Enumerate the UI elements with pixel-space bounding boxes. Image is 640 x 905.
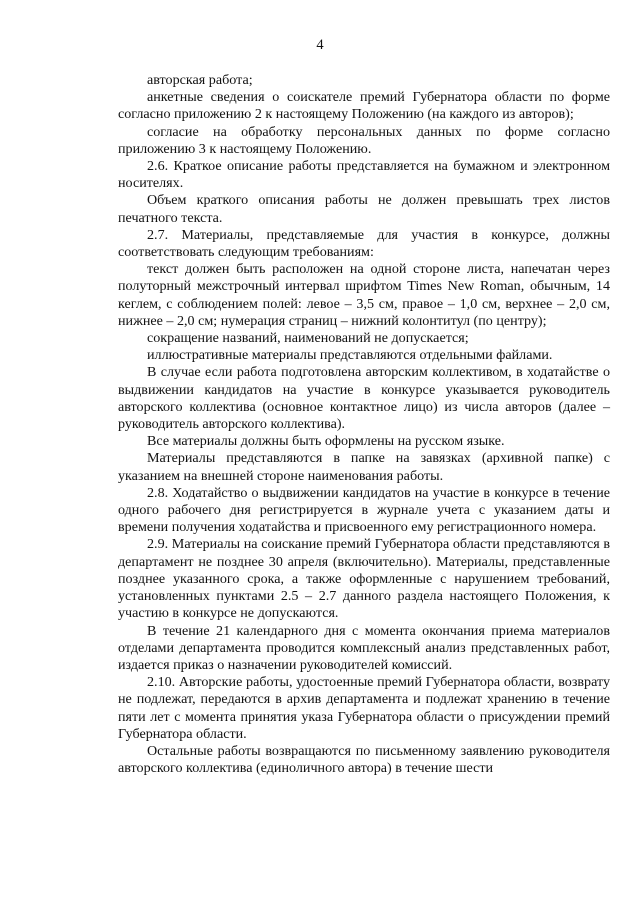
paragraph-2-6: 2.6. Краткое описание работы представляется на бумажном и электронном носителях. xyxy=(118,158,610,192)
paragraph-2-8: 2.8. Ходатайство о выдвижении кандидатов на участие в конкурсе в течение одного рабочего дня регистрируется в журнале учета с указанием даты и времени получения ходатайства и присвоенного ему регистрационного номера. xyxy=(118,484,610,536)
paragraph-text-format: текст должен быть расположен на одной стороне листа, напечатан через полуторный межстрочный интервал шрифтом Times New Roman, обычным, 14 кеглем, с соблюдением полей: левое – 3,5 см, правое – 1,0 см, верхнее – 2,0 см, нижнее – 2,0 см; нумерация страниц – нижний колонтитул (по центру); xyxy=(118,261,610,329)
paragraph-team-leader: В случае если работа подготовлена авторским коллективом, в ходатайстве о выдвижении кандидатов на участие в конкурсе указывается руководитель авторского коллектива (основное контактное лицо) из числа авторов (далее – руководитель авторского коллектива). xyxy=(118,364,610,433)
paragraph-2-10: 2.10. Авторские работы, удостоенные премий Губернатора области, возврату не подлежат, передаются в архив департамента и подлежат хранению в течение пяти лет с момента принятия указа Губернатора области о присуждении премий Губернатора области. xyxy=(118,674,610,742)
paragraph-2-9: 2.9. Материалы на соискание премий Губернатора области представляются в департамент не позднее 30 апреля (включительно). Материалы, представленные позднее указанного срока, а также оформленные с нарушением требований, установленных пунктами 2.5 – 2.7 данного раздела настоящего Положения, к участию в конкурсе не допускаются. xyxy=(118,536,610,622)
document-body xyxy=(118,72,610,777)
paragraph-consent: согласие на обработку персональных данных по форме согласно приложению 3 к настоящему Положению. xyxy=(118,123,610,157)
paragraph-russian-language: Все материалы должны быть оформлены на русском языке. xyxy=(147,433,505,450)
paragraph-folder: Материалы представляются в папке на завязках (архивной папке) с указанием на внешней стороне наименования работы. xyxy=(118,450,610,484)
paragraph-2-7: 2.7. Материалы, представляемые для участия в конкурсе, должны соответствовать следующим требованиям: xyxy=(118,226,610,261)
paragraph-summary-volume: Объем краткого описания работы не должен превышать трех листов печатного текста. xyxy=(118,192,610,226)
paragraph-abbreviations: сокращение названий, наименований не допускается; xyxy=(147,330,469,347)
paragraph-illustrations: иллюстративные материалы представляются отдельными файлами. xyxy=(147,347,553,364)
paragraph-analysis: В течение 21 календарного дня с момента окончания приема материалов отделами департамента проводится комплексный анализ представленных работ, издается приказ о назначении руководителей комиссий. xyxy=(118,622,610,673)
paragraph-authors-work: авторская работа; xyxy=(147,72,253,88)
page-number: 4 xyxy=(316,37,324,53)
paragraph-questionnaire: анкетные сведения о соискателе премий Губернатора области по форме согласно приложению 2 к настоящему Положению (на каждого из авторов); xyxy=(118,89,610,123)
paragraph-return-works: Остальные работы возвращаются по письменному заявлению руководителя авторского коллектива (единоличного автора) в течение шести xyxy=(118,742,610,777)
